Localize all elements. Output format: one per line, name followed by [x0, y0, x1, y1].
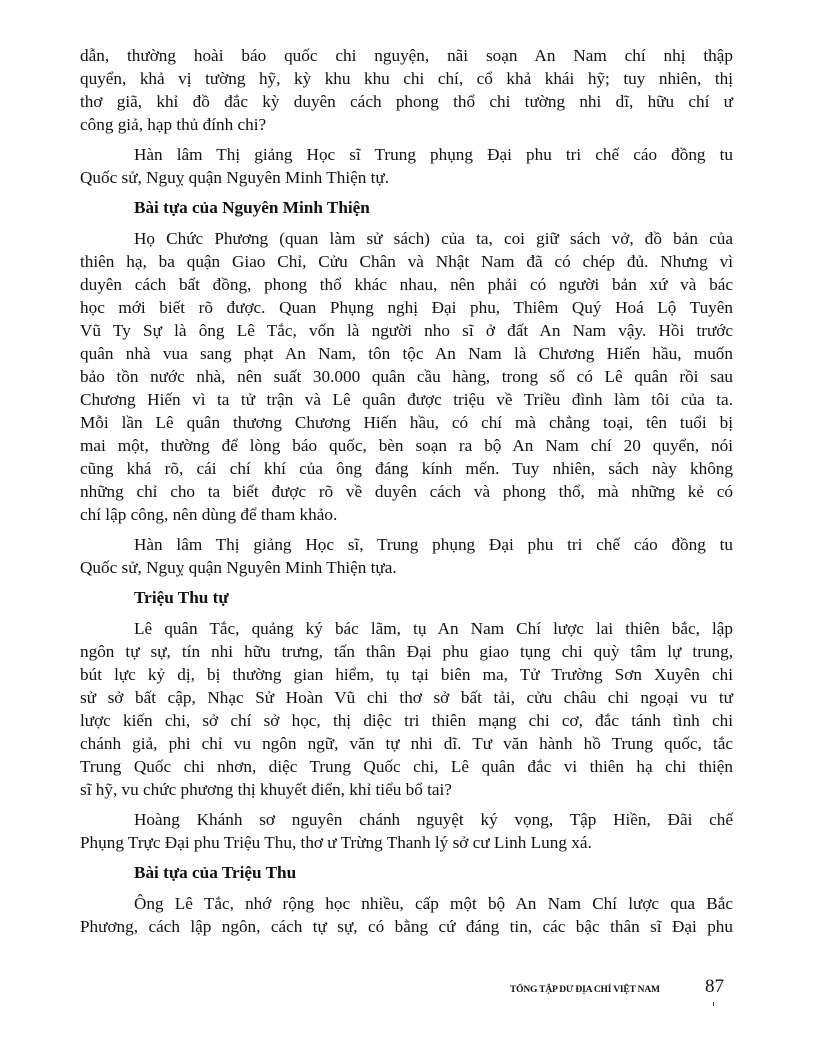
text-line: bút lực kỷ dị, bị thường gian hiểm, tụ tại biên ma, Tử Trường Sơn Xuyên chi	[80, 665, 733, 684]
text-line: quân nhà vua sang phạt An Nam, tôn tộc An Nam là Chương Hiến hầu, muốn	[80, 344, 733, 363]
text-line: những chỉ cho ta biết được rõ về duyên cách và phong thổ, mà những kẻ có	[80, 482, 733, 501]
text-line: Lê quân Tắc, quảng ký bác lãm, tụ An Nam Chí lược lai thiên bắc, lập	[134, 619, 733, 638]
text-line: Phụng Trực Đại phu Triệu Thu, thơ ư Trừng Thanh lý sở cư Linh Lung xá.	[80, 833, 592, 852]
text-line: quyển, khả vị tường hỹ, kỳ khu khu chi chí, cổ khả khái hỹ; tuy nhiên, thị	[80, 69, 733, 88]
text-line: Hàn lâm Thị giảng Học sĩ, Trung phụng Đại phu tri chế cáo đồng tu	[134, 535, 733, 554]
page-mark	[713, 1002, 714, 1006]
section-heading: Triệu Thu tự	[134, 588, 229, 607]
text-line: Quốc sử, Nguỵ quận Nguyên Minh Thiện tự.	[80, 168, 390, 187]
text-line: mai một, thường để lòng báo quốc, bèn soạn ra bộ An Nam chí 20 quyển, nói	[80, 436, 733, 455]
text-line: Ông Lê Tắc, nhớ rộng học nhiều, cấp một bộ An Nam Chí lược qua Bắc	[134, 894, 733, 913]
text-line: bảo tồn nước nhà, nên suất 30.000 quân cầu hàng, trong số có Lê quân rồi sau	[80, 367, 733, 386]
text-line: Hoàng Khánh sơ nguyên chánh nguyệt ký vọng, Tập Hiền, Đãi chế	[134, 810, 733, 829]
text-line: sĩ hỹ, vu chức phương thị khuyết điển, khỉ tiểu bổ tai?	[80, 780, 452, 799]
text-line: thiên hạ, ba quận Giao Chỉ, Cửu Chân và Nhật Nam đã có chép đủ. Nhưng vì	[80, 252, 733, 271]
paragraph	[80, 227, 733, 526]
text-line: Chương Hiến vì ta tử trận và Lê quân được triệu về Triều đình làm tôi của ta.	[80, 390, 733, 409]
page-number: 87	[705, 976, 724, 997]
text-line: sử sở bất cập, Nhạc Sử Hoàn Vũ chi thơ sở bất tải, cửu châu chi ngoại vu tư	[80, 688, 733, 707]
text-line: Quốc sử, Nguỵ quận Nguyên Minh Thiện tựa.	[80, 558, 397, 577]
text-line: thơ giã, khỉ đồ đắc kỳ duyên cách phong thổ chi tường nhi dĩ, hữu chí ư	[80, 92, 733, 111]
text-line: Vũ Ty Sự là ông Lê Tắc, vốn là người nho sĩ ở đất An Nam vậy. Hồi trước	[80, 321, 733, 340]
text-line: Phương, cách lập ngôn, cách tự sự, có bằng cứ đáng tin, các bậc thân sĩ Đại phu	[80, 917, 733, 936]
text-line: cũng khá rõ, cái chí khí của ông đáng kính mến. Tuy nhiên, sách này không	[80, 459, 733, 478]
text-line: chánh giả, phi chỉ vu ngôn ngữ, văn tự nhi dĩ. Tư văn hành hồ Trung quốc, tắc	[80, 734, 733, 753]
paragraph	[80, 617, 733, 801]
paragraph	[80, 143, 733, 189]
text-line: Trung Quốc chi nhơn, diệc Trung Quốc chi, Lê quân đắc vi thiên hạ chi thiện	[80, 757, 733, 776]
text-line: công giả, hạp thủ đính chi?	[80, 115, 267, 134]
paragraph	[80, 533, 733, 579]
text-line: Hàn lâm Thị giảng Học sĩ Trung phụng Đại phu tri chế cáo đồng tu	[134, 145, 733, 164]
footer-book-title: TỔNG TẬP DƯ ĐỊA CHÍ VIỆT NAM	[510, 985, 660, 995]
text-line: ngôn tự sự, tín nhi hữu trưng, tấn thân Đại phu giao tụng chi quỳ tâm lự trung,	[80, 642, 733, 661]
text-line: Mỗi lần Lê quân thương Chương Hiến hầu, có chí mà chẳng toại, tên tuổi bị	[80, 413, 733, 432]
text-line: Họ Chức Phương (quan làm sử sách) của ta, coi giữ sách vở, đồ bản của	[134, 229, 733, 248]
section-heading: Bài tựa của Nguyên Minh Thiện	[134, 198, 370, 217]
text-line: chí lập công, nên dùng để tham khảo.	[80, 505, 338, 524]
text-line: học mới biết rõ được. Quan Phụng nghị Đại phu, Thiêm Quý Hoá Lộ Tuyên	[80, 298, 733, 317]
section-heading: Bài tựa của Triệu Thu	[134, 863, 297, 882]
text-line: duyên cách bất đồng, phong thổ khác nhau, nên phải có người bản xứ và bác	[80, 275, 733, 294]
text-line: lược kiến chi, sở chí sở học, thị diệc tri thiên mạng chi cơ, đắc tánh tình chi	[80, 711, 733, 730]
paragraph	[80, 44, 733, 136]
paragraph	[80, 808, 733, 854]
paragraph	[80, 892, 733, 938]
text-line: dẫn, thường hoài báo quốc chi nguyện, nãi soạn An Nam chí nhị thập	[80, 46, 733, 65]
page-body	[80, 44, 733, 945]
